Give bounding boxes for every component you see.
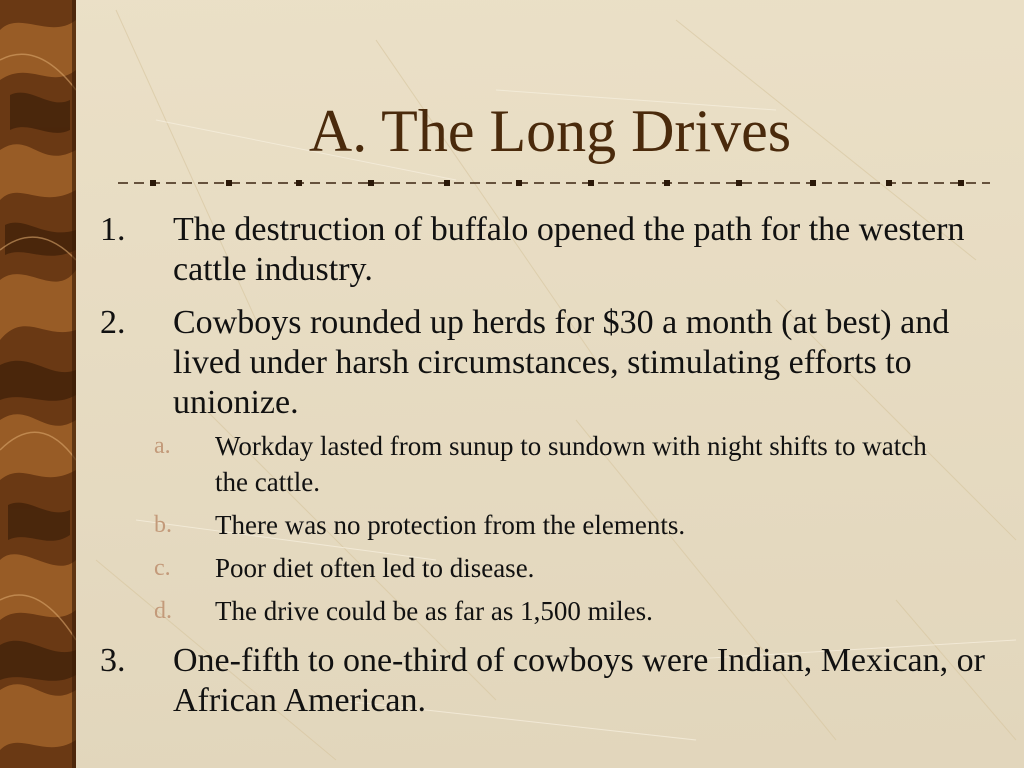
list-item bbox=[100, 210, 1000, 290]
item-number: 3. bbox=[100, 642, 126, 679]
sidebar-marble bbox=[0, 0, 76, 768]
sub-item-letter: d. bbox=[154, 598, 172, 624]
sub-item bbox=[100, 550, 1000, 586]
sub-item bbox=[100, 507, 1000, 543]
slide-title: A. The Long Drives bbox=[308, 98, 792, 164]
sub-item bbox=[100, 428, 1000, 500]
sub-item-text: Workday lasted from sunup to sundown with night shifts to watch the cattle. bbox=[215, 431, 927, 497]
list-item bbox=[100, 641, 1000, 721]
sub-item-text: Poor diet often led to disease. bbox=[215, 553, 535, 583]
sub-item-letter: c. bbox=[154, 555, 171, 581]
sub-item-letter: a. bbox=[154, 433, 171, 459]
sub-item-text: The drive could be as far as 1,500 miles. bbox=[215, 596, 653, 626]
sub-list bbox=[100, 428, 1000, 629]
marble-texture bbox=[0, 0, 76, 768]
item-text: The destruction of buffalo opened the path for the western cattle industry. bbox=[173, 211, 965, 288]
item-number: 2. bbox=[100, 304, 126, 341]
slide-body bbox=[100, 210, 1000, 734]
sub-item bbox=[100, 593, 1000, 629]
sub-item-letter: b. bbox=[154, 512, 172, 538]
list-item bbox=[100, 303, 1000, 423]
title-divider bbox=[118, 177, 990, 189]
item-text: One-fifth to one-third of cowboys were Indian, Mexican, or African American. bbox=[173, 642, 985, 719]
sub-item-text: There was no protection from the elements. bbox=[215, 510, 686, 540]
item-number: 1. bbox=[100, 211, 126, 248]
item-text: Cowboys rounded up herds for $30 a month (at best) and lived under harsh circumstances, stimulating efforts to unionize. bbox=[173, 304, 950, 421]
